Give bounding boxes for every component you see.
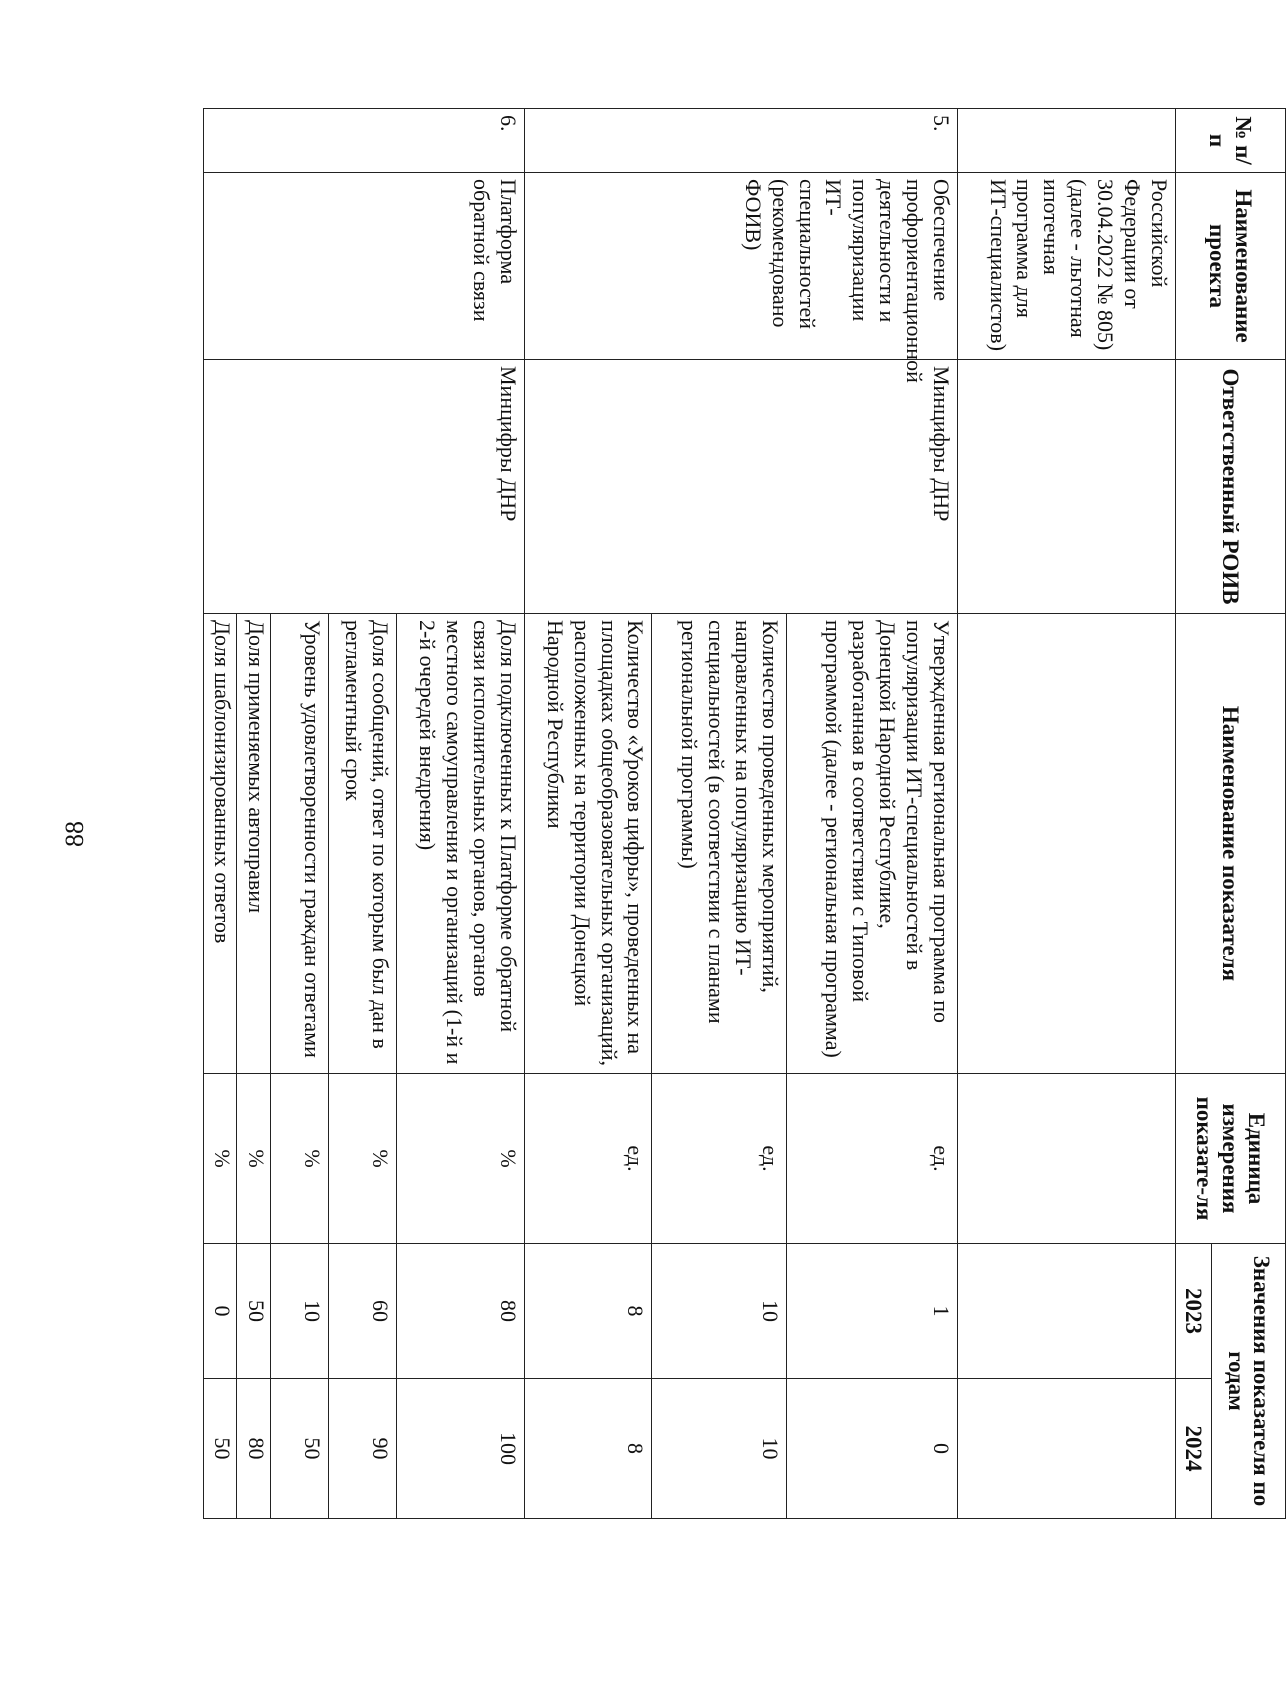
cell-value-2024: 10 <box>652 1379 786 1519</box>
cell-indicator <box>957 614 1175 1074</box>
cell-value-2023: 80 <box>396 1244 524 1379</box>
header-project: Наименование проекта <box>1175 173 1285 360</box>
cell-project: Российской Федерации от 30.04.2022 № 805) (далее - льготная ипотечная программа для ИТ-специалистов) <box>957 173 1175 360</box>
cell-value-2023: 8 <box>524 1244 652 1379</box>
cell-value-2023: 50 <box>237 1244 270 1379</box>
cell-unit: ед. <box>652 1074 786 1244</box>
cell-unit: % <box>396 1074 524 1244</box>
cell-value-2024: 100 <box>396 1379 524 1519</box>
cell-indicator: Количество проведенных мероприятий, направленных на популяризацию ИТ-специальностей (в соответствии с планами региональной программы) <box>652 614 786 1074</box>
cell-value-2024: 50 <box>270 1379 328 1519</box>
cell-value-2023: 60 <box>328 1244 396 1379</box>
cell-value-2023: 10 <box>652 1244 786 1379</box>
cell-unit: % <box>237 1074 270 1244</box>
cell-unit: % <box>328 1074 396 1244</box>
cell-value-2023 <box>957 1244 1175 1379</box>
cell-project: Платформа обратной связи <box>204 173 525 360</box>
cell-num: 6. <box>204 109 525 173</box>
header-values: Значения показателя по годам <box>1212 1244 1286 1519</box>
cell-roiv <box>957 360 1175 614</box>
cell-num <box>957 109 1175 173</box>
cell-value-2024: 0 <box>786 1379 957 1519</box>
cell-indicator: Уровень удовлетворенности граждан ответами <box>270 614 328 1074</box>
cell-unit: % <box>204 1074 237 1244</box>
cell-value-2024: 8 <box>524 1379 652 1519</box>
cell-unit: ед. <box>524 1074 652 1244</box>
cell-value-2024 <box>957 1379 1175 1519</box>
cell-num: 5. <box>524 109 957 173</box>
header-roiv: Ответственный РОИВ <box>1175 360 1285 614</box>
cell-value-2024: 50 <box>204 1379 237 1519</box>
cell-project: Обеспечение профориентационной деятельности и популяризации ИТ-специальностей (рекомендовано ФОИВ) <box>524 173 957 360</box>
cell-value-2023: 1 <box>786 1244 957 1379</box>
page-number: 88 <box>60 821 89 847</box>
cell-indicator: Доля применяемых автоправил <box>237 614 270 1074</box>
rotated-table-container <box>203 108 1286 1518</box>
cell-unit: ед. <box>786 1074 957 1244</box>
header-num: № п/п <box>1175 109 1285 173</box>
cell-indicator: Утвержденная региональная программа по популяризации ИТ-специальностей в Донецкой Народной Республике, разработанная в соответствии с Типовой программой (далее - региональная программа) <box>786 614 957 1074</box>
cell-value-2023: 0 <box>204 1244 237 1379</box>
cell-value-2024: 80 <box>237 1379 270 1519</box>
table-row <box>957 109 1175 1519</box>
cell-value-2024: 90 <box>328 1379 396 1519</box>
header-year-2023: 2023 <box>1175 1244 1212 1379</box>
header-unit: Единица измерения показате-ля <box>1175 1074 1285 1244</box>
cell-indicator: Количество «Уроков цифры», проведенных на площадках общеобразовательных организаций, расположенных на территории Донецкой Народной Республики <box>524 614 652 1074</box>
cell-indicator: Доля шаблонизированных ответов <box>204 614 237 1074</box>
table-row <box>786 109 957 1519</box>
cell-indicator: Доля подключенных к Платформе обратной связи исполнительных органов, органов местного самоуправления и организаций (1-й и 2-й очередей внедрения) <box>396 614 524 1074</box>
cell-value-2023: 10 <box>270 1244 328 1379</box>
cell-roiv: Минцифры ДНР <box>524 360 957 614</box>
header-row <box>1212 109 1286 1519</box>
cell-indicator: Доля сообщений, ответ по которым был дан в регламентный срок <box>328 614 396 1074</box>
header-indicator: Наименование показателя <box>1175 614 1285 1074</box>
cell-unit <box>957 1074 1175 1244</box>
header-year-2024: 2024 <box>1175 1379 1212 1519</box>
table-row <box>396 109 524 1519</box>
cell-unit: % <box>270 1074 328 1244</box>
indicators-table <box>203 108 1286 1519</box>
cell-roiv: Минцифры ДНР <box>204 360 525 614</box>
